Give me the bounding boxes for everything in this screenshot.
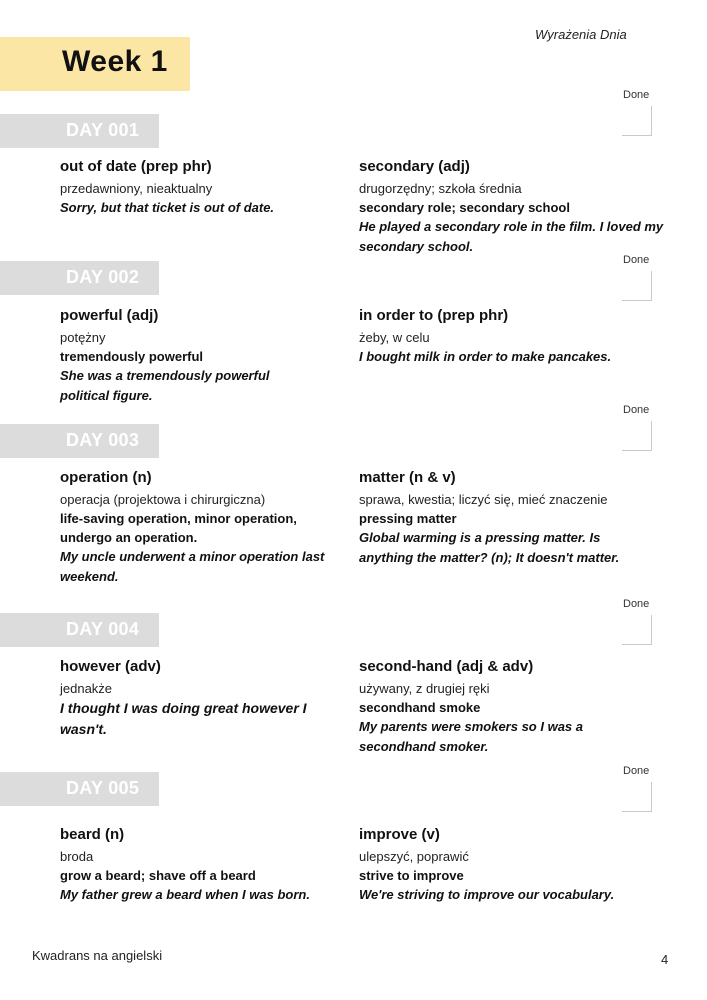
entry-term: in order to (prep phr) bbox=[359, 307, 509, 324]
entry-term: second-hand (adj & adv) bbox=[359, 658, 534, 675]
entry-collocation: strive to improve bbox=[359, 868, 464, 883]
vocab-entry bbox=[60, 468, 335, 586]
week-title: Week 1 bbox=[62, 45, 168, 78]
entry-translation: potężny bbox=[60, 330, 106, 345]
entry-translation: używany, z drugiej ręki bbox=[359, 681, 490, 696]
done-checkbox[interactable] bbox=[622, 782, 652, 812]
day-label: DAY 005 bbox=[66, 778, 140, 798]
day-label: DAY 002 bbox=[66, 267, 140, 287]
entry-translation: przedawniony, nieaktualny bbox=[60, 181, 213, 196]
entry-collocation: life-saving operation, minor operation, undergo an operation. bbox=[60, 511, 297, 545]
done-label: Done bbox=[623, 404, 650, 416]
vocab-entry bbox=[359, 468, 654, 567]
entry-collocation: pressing matter bbox=[359, 511, 457, 526]
entry-term: however (adv) bbox=[60, 658, 161, 675]
entry-example: My uncle underwent a minor operation last weekend. bbox=[60, 549, 325, 584]
vocab-entry bbox=[359, 825, 659, 905]
footer-title: Kwadrans na angielski bbox=[32, 948, 163, 963]
entry-translation: broda bbox=[60, 849, 94, 864]
entry-example: My father grew a beard when I was born. bbox=[60, 887, 310, 902]
vocab-entry bbox=[60, 657, 335, 740]
entry-term: operation (n) bbox=[60, 469, 152, 486]
entry-term: beard (n) bbox=[60, 826, 125, 843]
done-label: Done bbox=[623, 598, 650, 610]
document-title: Wyrażenia Dnia bbox=[535, 27, 627, 42]
entry-collocation: grow a beard; shave off a beard bbox=[60, 868, 256, 883]
entry-translation: ulepszyć, poprawić bbox=[359, 849, 469, 864]
entry-term: powerful (adj) bbox=[60, 307, 159, 324]
done-checkbox[interactable] bbox=[622, 106, 652, 136]
done-checkbox[interactable] bbox=[622, 271, 652, 301]
entry-example: She was a tremendously powerful political figure. bbox=[60, 368, 270, 403]
done-checkbox[interactable] bbox=[622, 421, 652, 451]
vocab-entry bbox=[60, 825, 350, 905]
entry-translation: operacja (projektowa i chirurgiczna) bbox=[60, 492, 266, 507]
entry-term: secondary (adj) bbox=[359, 158, 470, 175]
entry-translation: żeby, w celu bbox=[359, 330, 430, 345]
entry-example: Global warming is a pressing matter. Is anything the matter? (n); It doesn't matter. bbox=[359, 530, 620, 565]
day-label: DAY 004 bbox=[66, 619, 140, 639]
entry-collocation: secondary role; secondary school bbox=[359, 200, 570, 215]
entry-translation: jednakże bbox=[60, 681, 113, 696]
entry-example: My parents were smokers so I was a secondhand smoker. bbox=[359, 719, 583, 754]
entry-translation: drugorzędny; szkoła średnia bbox=[359, 181, 522, 196]
entry-example: Sorry, but that ticket is out of date. bbox=[60, 200, 275, 215]
done-label: Done bbox=[623, 89, 650, 101]
entry-example: We're striving to improve our vocabulary. bbox=[359, 887, 615, 902]
entry-example: I thought I was doing great however I wasn't. bbox=[60, 700, 307, 737]
vocab-entry bbox=[359, 657, 639, 756]
page-number: 4 bbox=[661, 952, 669, 967]
entry-example: He played a secondary role in the film. I loved my secondary school. bbox=[359, 219, 664, 254]
entry-term: improve (v) bbox=[359, 826, 440, 843]
entry-translation: sprawa, kwestia; liczyć się, mieć znaczenie bbox=[359, 492, 608, 507]
day-label: DAY 001 bbox=[66, 120, 140, 140]
vocab-entry bbox=[60, 157, 370, 218]
entry-term: out of date (prep phr) bbox=[60, 158, 212, 175]
day-label: DAY 003 bbox=[66, 430, 140, 450]
entry-example: I bought milk in order to make pancakes. bbox=[359, 349, 612, 364]
vocab-entry bbox=[359, 157, 669, 256]
done-label: Done bbox=[623, 765, 650, 777]
done-label: Done bbox=[623, 254, 650, 266]
vocab-entry bbox=[60, 306, 370, 405]
entry-collocation: tremendously powerful bbox=[60, 349, 204, 364]
entry-term: matter (n & v) bbox=[359, 469, 456, 486]
entry-collocation: secondhand smoke bbox=[359, 700, 481, 715]
done-checkbox[interactable] bbox=[622, 615, 652, 645]
vocab-entry bbox=[359, 306, 669, 367]
